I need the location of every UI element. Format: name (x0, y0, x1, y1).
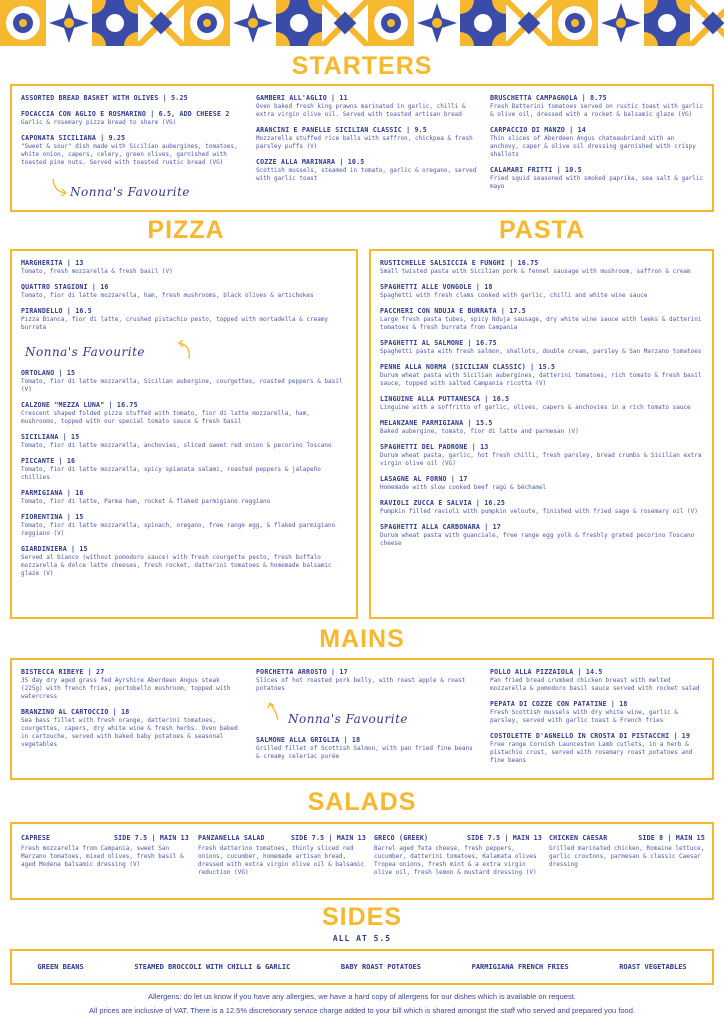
mains-col-1 (21, 668, 243, 756)
vat-note: All prices are inclusive of VAT. There is a 12.5% discretionary service charge added to your bill which is shared amongst the staff who served and prepared you food. (89, 1006, 635, 1015)
starters-heading: STARTERS (291, 52, 433, 80)
menu-item (490, 700, 706, 725)
salad-header (21, 834, 189, 843)
tile-pattern (276, 0, 322, 46)
menu-item (21, 283, 347, 300)
salad-panzanella (198, 834, 366, 877)
menu-item-name: SICILIANA | 15 (21, 433, 80, 441)
salad-description: Fresh mozzarella from Campania, sweet San Marzano tomatoes, mixed olives, fresh basil & aged Modena balsamic dressing (V) (21, 845, 184, 868)
menu-item-description: "Sweet & sour" dish made with Sicilian aubergines, tomatoes, white onion, capers, celery, green olives, garnished with toasted pine nuts. Served with toasted rustic bread (VG) (21, 143, 238, 166)
mains-col-3 (490, 668, 706, 772)
salads-heading: SALADS (307, 788, 417, 816)
tile-pattern (0, 0, 46, 46)
menu-item (490, 94, 706, 119)
menu-item-description: Pizza Bianca, fior di latte, crushed pistachio pesto, topped with mortadella & creamy burrata (21, 316, 329, 331)
menu-item-name: PARMIGIANA | 16 (21, 489, 84, 497)
side-item: ROAST VEGETABLES (619, 963, 687, 971)
mains-col-2 (256, 668, 478, 768)
menu-item-name: PIRANDELLO | 16.5 (21, 307, 92, 315)
salad-description: Fresh datterino tomatoes, thinly sliced red onions, cucumber, homemade artisan bread, dressed with extra virgin olive oil & balsamic reduction (VG) (198, 845, 365, 876)
menu-item-description: Grilled fillet of Scottish Salmon, with pan fried fine beans & creamy celeriac purée (256, 745, 473, 760)
tile-pattern (598, 0, 644, 46)
pasta-heading: PASTA (498, 216, 586, 244)
menu-item-name: ASSORTED BREAD BASKET WITH OLIVES | 5.25 (21, 94, 188, 102)
salads-box (10, 822, 714, 900)
menu-item-name: POLLO ALLA PIZZAIOLA | 14.5 (490, 668, 603, 676)
salad-price: SIDE 7.5 | MAIN 13 (290, 834, 366, 842)
menu-item-description: Durum wheat pasta, garlic, hot fresh chilli, fresh parsley, bread crumbs & Sicilian extra virgin olive oil (VG) (380, 452, 702, 467)
tile-pattern (184, 0, 230, 46)
salad-greco (374, 834, 542, 877)
side-item: BABY ROAST POTATOES (340, 963, 421, 971)
menu-item (380, 395, 704, 412)
menu-item (380, 307, 704, 332)
menu-item (380, 499, 704, 516)
mains-box (10, 658, 714, 780)
menu-item-description: Garlic & rosemary pizza bread to share (VG) (21, 119, 177, 126)
salad-name: CHICKEN CAESAR (549, 834, 608, 842)
tile-border (0, 0, 724, 46)
sides-heading: SIDES (321, 903, 403, 931)
salad-description: Barrel aged feta cheese, fresh peppers, cucumber, datterini tomatoes, Kalamata olives Tropea onions, fresh mint & a extra virgin olive oil, fresh lemon & mustard dressing (V) (374, 845, 537, 876)
menu-item (490, 166, 706, 191)
menu-item (256, 94, 478, 119)
menu-item-name: GAMBERI ALL'AGLIO | 11 (256, 94, 348, 102)
menu-item-name: SALMONE ALLA GRIGLIA | 18 (256, 736, 361, 744)
nonnas-favourite-label: Nonna's Favourite (25, 345, 146, 359)
salad-header (198, 834, 366, 843)
menu-item (21, 134, 243, 167)
salad-price: SIDE 8 | MAIN 15 (638, 834, 705, 842)
menu-item-description: Scottish mussels, steamed in tomato, garlic & oregano, served with garlic toast (256, 167, 477, 182)
menu-item-name: MELANZANE PARMIGIANA | 15.5 (380, 419, 493, 427)
menu-item-description: Durum wheat pasta with Sicilian aubergines, datterini tomatoes, rich tomato & fresh basil sauce, topped with salted Campania ricotta (V) (380, 372, 702, 387)
side-item: PARMIGIANA FRENCH FRIES (471, 963, 569, 971)
tile-pattern (322, 0, 368, 46)
side-item: STEAMED BROCCOLI WITH CHILLI & GARLIC (134, 963, 291, 971)
salad-name: CAPRESE (21, 834, 51, 842)
menu-item-description: Small twisted pasta with Sicilian pork & fennel sausage with mushroom, saffron & cream (380, 268, 691, 275)
salad-name: GRECO (GREEK) (374, 834, 429, 842)
menu-item-name: PEPATA DI COZZE CON PATATINE | 18 (490, 700, 628, 708)
arrow-icon (264, 700, 286, 722)
salad-header (374, 834, 542, 843)
menu-item-name: SPAGHETTI DEL PADRONE | 13 (380, 443, 489, 451)
menu-item (380, 523, 704, 548)
menu-item (21, 369, 347, 394)
menu-item-name: RAVIOLI ZUCCA E SALVIA | 16.25 (380, 499, 506, 507)
menu-item (21, 259, 347, 276)
menu-item-name: COZZE ALLA MARINARA | 10.5 (256, 158, 365, 166)
menu-item-description: Spaghetti with fresh clams cooked with garlic, chilli and white wine sauce (380, 292, 648, 299)
tile-pattern (690, 0, 724, 46)
menu-item-description: Tomato, fior di latte mozzarella, spinach, oregano, free range egg, & flaked parmigiano reggiano (V) (21, 522, 336, 537)
mains-heading: MAINS (319, 625, 405, 653)
menu-item-name: CAPONATA SICILIANA | 9.25 (21, 134, 126, 142)
menu-item (380, 475, 704, 492)
side-item: GREEN BEANS (37, 963, 84, 971)
menu-item (380, 339, 704, 356)
tile-pattern (644, 0, 690, 46)
menu-item (256, 158, 478, 183)
menu-item (380, 419, 704, 436)
tile-pattern (92, 0, 138, 46)
menu-item-description: Tomato, fior di latte mozzarella, anchovies, sliced sweet red onion & pecorino Toscano (21, 442, 332, 449)
menu-item (490, 126, 706, 159)
menu-item (21, 489, 347, 506)
menu-item-description: Linguine with a soffritto of garlic, olives, capers & anchovies in a rich tomato sauce (380, 404, 691, 411)
menu-item (21, 545, 347, 578)
menu-item-name: LASAGNE AL FORNO | 17 (380, 475, 468, 483)
salad-header (549, 834, 705, 843)
pizza-box (10, 249, 358, 619)
allergens-note: Allergens: do let us know if you have any allergies, we have a hard copy of allergens for our dishes which is available on request. (148, 992, 576, 1001)
menu-item-description: Tomato, fior di latte, Parma ham, rocket & flaked parmigiano reggiano (21, 498, 271, 505)
menu-item-name: FOCACCIA CON AGLIO E ROSMARINO | 6.5, ADD CHEESE 2 (21, 110, 230, 118)
menu-item (21, 401, 347, 426)
sides-subheading: ALL AT 5.5 (332, 934, 392, 943)
menu-item-name: MARGHERITA | 13 (21, 259, 84, 267)
menu-item-description: Slices of hot roasted pork belly, with roast apple & roast potatoes (256, 677, 466, 692)
menu-item (490, 668, 706, 693)
starters-col-3 (490, 94, 706, 198)
menu-item-name: QUATTRO STAGIONI | 16 (21, 283, 109, 291)
menu-item-description: Tomato, fior di latte mozzarella, ham, fresh mushrooms, black olives & artichokes (21, 292, 314, 299)
menu-item-name: BISTECCA RIBEYE | 27 (21, 668, 105, 676)
menu-item (256, 668, 478, 693)
menu-item-name: RUSTICHELLE SALSICCIA E FUNGHI | 16.75 (380, 259, 539, 267)
menu-item-name: ORTOLANO | 15 (21, 369, 76, 377)
menu-item-name: SPAGHETTI ALLE VONGOLE | 18 (380, 283, 493, 291)
menu-item-name: CARPACCIO DI MANZO | 14 (490, 126, 586, 134)
menu-item (256, 736, 478, 761)
menu-item-name: COSTOLETTE D'AGNELLO IN CROSTA DI PISTACCHI | 19 (490, 732, 691, 740)
tile-pattern (552, 0, 598, 46)
starters-box (10, 84, 714, 212)
starters-col-2 (256, 94, 478, 190)
menu-item-name: FIORENTINA | 15 (21, 513, 84, 521)
salad-description: Grilled marinated chicken, Romaine lettuce, garlic croutons, parmesan & classic Caesar dressing (549, 845, 705, 868)
menu-item-name: BRANZINO AL CARTOCCIO | 18 (21, 708, 130, 716)
menu-item (21, 94, 243, 103)
menu-item-description: Mozzarella stuffed rice balls with saffron, chickpea & fresh parsley puffs (V) (256, 135, 473, 150)
tile-pattern (414, 0, 460, 46)
menu-item (380, 259, 704, 276)
tile-pattern (506, 0, 552, 46)
arrow-icon (171, 339, 193, 361)
sides-row (12, 951, 712, 983)
salad-caprese (21, 834, 189, 869)
menu-item-description: Thin slices of Aberdeen Angus chateaubriand with an anchovy, caper & olive oil dressing garnished with crispy shallots (490, 135, 696, 158)
menu-item (21, 307, 347, 332)
pizza-heading: PIZZA (147, 216, 225, 244)
tile-pattern (46, 0, 92, 46)
menu-item-description: Large fresh pasta tubes, spicy Nduja sausage, dry white wine sauce with leeks & datterini tomatoes & fresh burrata from Campania (380, 316, 702, 331)
menu-item-name: PICCANTE | 16 (21, 457, 76, 465)
salad-chicken-caesar (549, 834, 705, 869)
menu-item-description: Tomato, fior di latte mozzarella, spicy spianata salami, roasted peppers & jalapeño chillies (21, 466, 321, 481)
tile-pattern (368, 0, 414, 46)
menu-item-description: Free range Cornish Launceston Lamb cutlets, in a herb & pistachio crust, served with rosemary roast potatoes and fine beans (490, 741, 693, 764)
mains-favourite (256, 700, 478, 736)
menu-item-name: PACCHERI CON NDUJA E BURRATA | 17.5 (380, 307, 526, 315)
menu-item (490, 732, 706, 765)
menu-item-name: GIARDINIERA | 15 (21, 545, 88, 553)
menu-item (380, 443, 704, 468)
menu-item-name: LINGUINE ALLA PUTTANESCA | 16.5 (380, 395, 510, 403)
menu-item-description: Fried squid seasoned with smoked paprika, sea salt & garlic mayo (490, 175, 704, 190)
menu-item (21, 433, 347, 450)
menu-item-description: Pan fried bread crumbed chicken breast with melted mozzarella & pomodoro basil sauce served with rocket salad (490, 677, 700, 692)
salad-price: SIDE 7.5 | MAIN 13 (113, 834, 189, 842)
tile-pattern (138, 0, 184, 46)
pizza-list (21, 259, 347, 585)
tile-pattern (230, 0, 276, 46)
nonnas-favourite-label: Nonna's Favourite (70, 185, 191, 199)
menu-item-name: ARANCINI E PANELLE SICILIAN CLASSIC | 9.5 (256, 126, 427, 134)
menu-item-description: Oven baked fresh king prawns marinated in garlic, chilli & extra virgin olive oil. Served with toasted artisan bread (256, 103, 466, 118)
menu-item (256, 126, 478, 151)
menu-item-description: Baked aubergine, tomato, fior di latte and parmesan (V) (380, 428, 579, 435)
menu-item-name: SPAGHETTI AL SALMONE | 16.75 (380, 339, 497, 347)
pasta-box (369, 249, 714, 619)
menu-item (21, 668, 243, 701)
menu-item-description: Crescent shaped folded pizza stuffed with tomato, fior di latte mozzarella, ham, mushrooms, topped with our special tomato sauce & fresh basil (21, 410, 310, 425)
menu-item-name: PORCHETTA ARROSTO | 17 (256, 668, 348, 676)
menu-item (21, 110, 243, 127)
menu-item-description: Served al bianco (without pomodoro sauce) with fresh courgette pesto, fresh buffalo mozzarella & dolce latte cheeses, fresh rocket, datterini tomatoes & homemade balsamic glaze (V) (21, 554, 332, 577)
nonnas-favourite-label: Nonna's Favourite (288, 712, 409, 726)
menu-item-name: PENNE ALLA NORMA (SICILIAN CLASSIC) | 15.5 (380, 363, 556, 371)
starters-col-1 (21, 94, 243, 174)
tile-pattern (460, 0, 506, 46)
salad-name: PANZANELLA SALAD (198, 834, 265, 842)
menu-item (21, 708, 243, 749)
menu-item-description: Spaghetti pasta with fresh salmon, shallots, double cream, parsley & San Marzano tomatoes (380, 348, 702, 355)
menu-item-name: CALZONE "MEZZA LUNA" | 16.75 (21, 401, 138, 409)
arrow-icon (50, 176, 70, 198)
menu-item-description: Fresh Datterini tomatoes served on rustic toast with garlic & olive oil, dressed with a rocket & balsamic glaze (VG) (490, 103, 704, 118)
menu-item-description: Sea bass fillet with fresh orange, datterini tomatoes, courgettes, capers, dry white wine & fresh herbs. Oven baked in cartouche, served with baked baby potatoes & seasonal vegetables (21, 717, 238, 748)
menu-item-name: BRUSCHETTA CAMPAGNOLA | 8.75 (490, 94, 607, 102)
menu-item-description: 35 day dry aged grass fed Ayrshire Aberdeen Angus steak (225g) with french fries, portobello mushroom, topped with watercress (21, 677, 231, 700)
salad-price: SIDE 7.5 | MAIN 13 (466, 834, 542, 842)
menu-item (21, 513, 347, 538)
menu-item-description: Fresh Scottish mussels with dry white wine, garlic & parsley, served with garlic toast & French fries (490, 709, 678, 724)
menu-item-description: Homemade with slow cooked beef ragù & béchamel (380, 484, 547, 491)
menu-item-description: Tomato, fior di latte mozzarella, Sicilian aubergine, courgettes, roasted peppers & basil (V) (21, 378, 343, 393)
menu-item-description: Tomato, fresh mozzarella & fresh basil (V) (21, 268, 173, 275)
menu-item (380, 283, 704, 300)
menu-item-name: CALAMARI FRITTI | 10.5 (490, 166, 582, 174)
pasta-list (380, 259, 704, 555)
menu-item (380, 363, 704, 388)
menu-item (21, 457, 347, 482)
pizza-favourite (21, 339, 347, 369)
menu-item-name: SPAGHETTI ALLA CARBONARA | 17 (380, 523, 501, 531)
menu-item-description: Pumpkin filled ravioli with pumpkin veloute, finished with fried sage & rosemary oil (V) (380, 508, 698, 515)
menu-item-description: Durum wheat pasta with guanciale, free range egg yolk & freshly grated pecorino Toscano cheese (380, 532, 695, 547)
